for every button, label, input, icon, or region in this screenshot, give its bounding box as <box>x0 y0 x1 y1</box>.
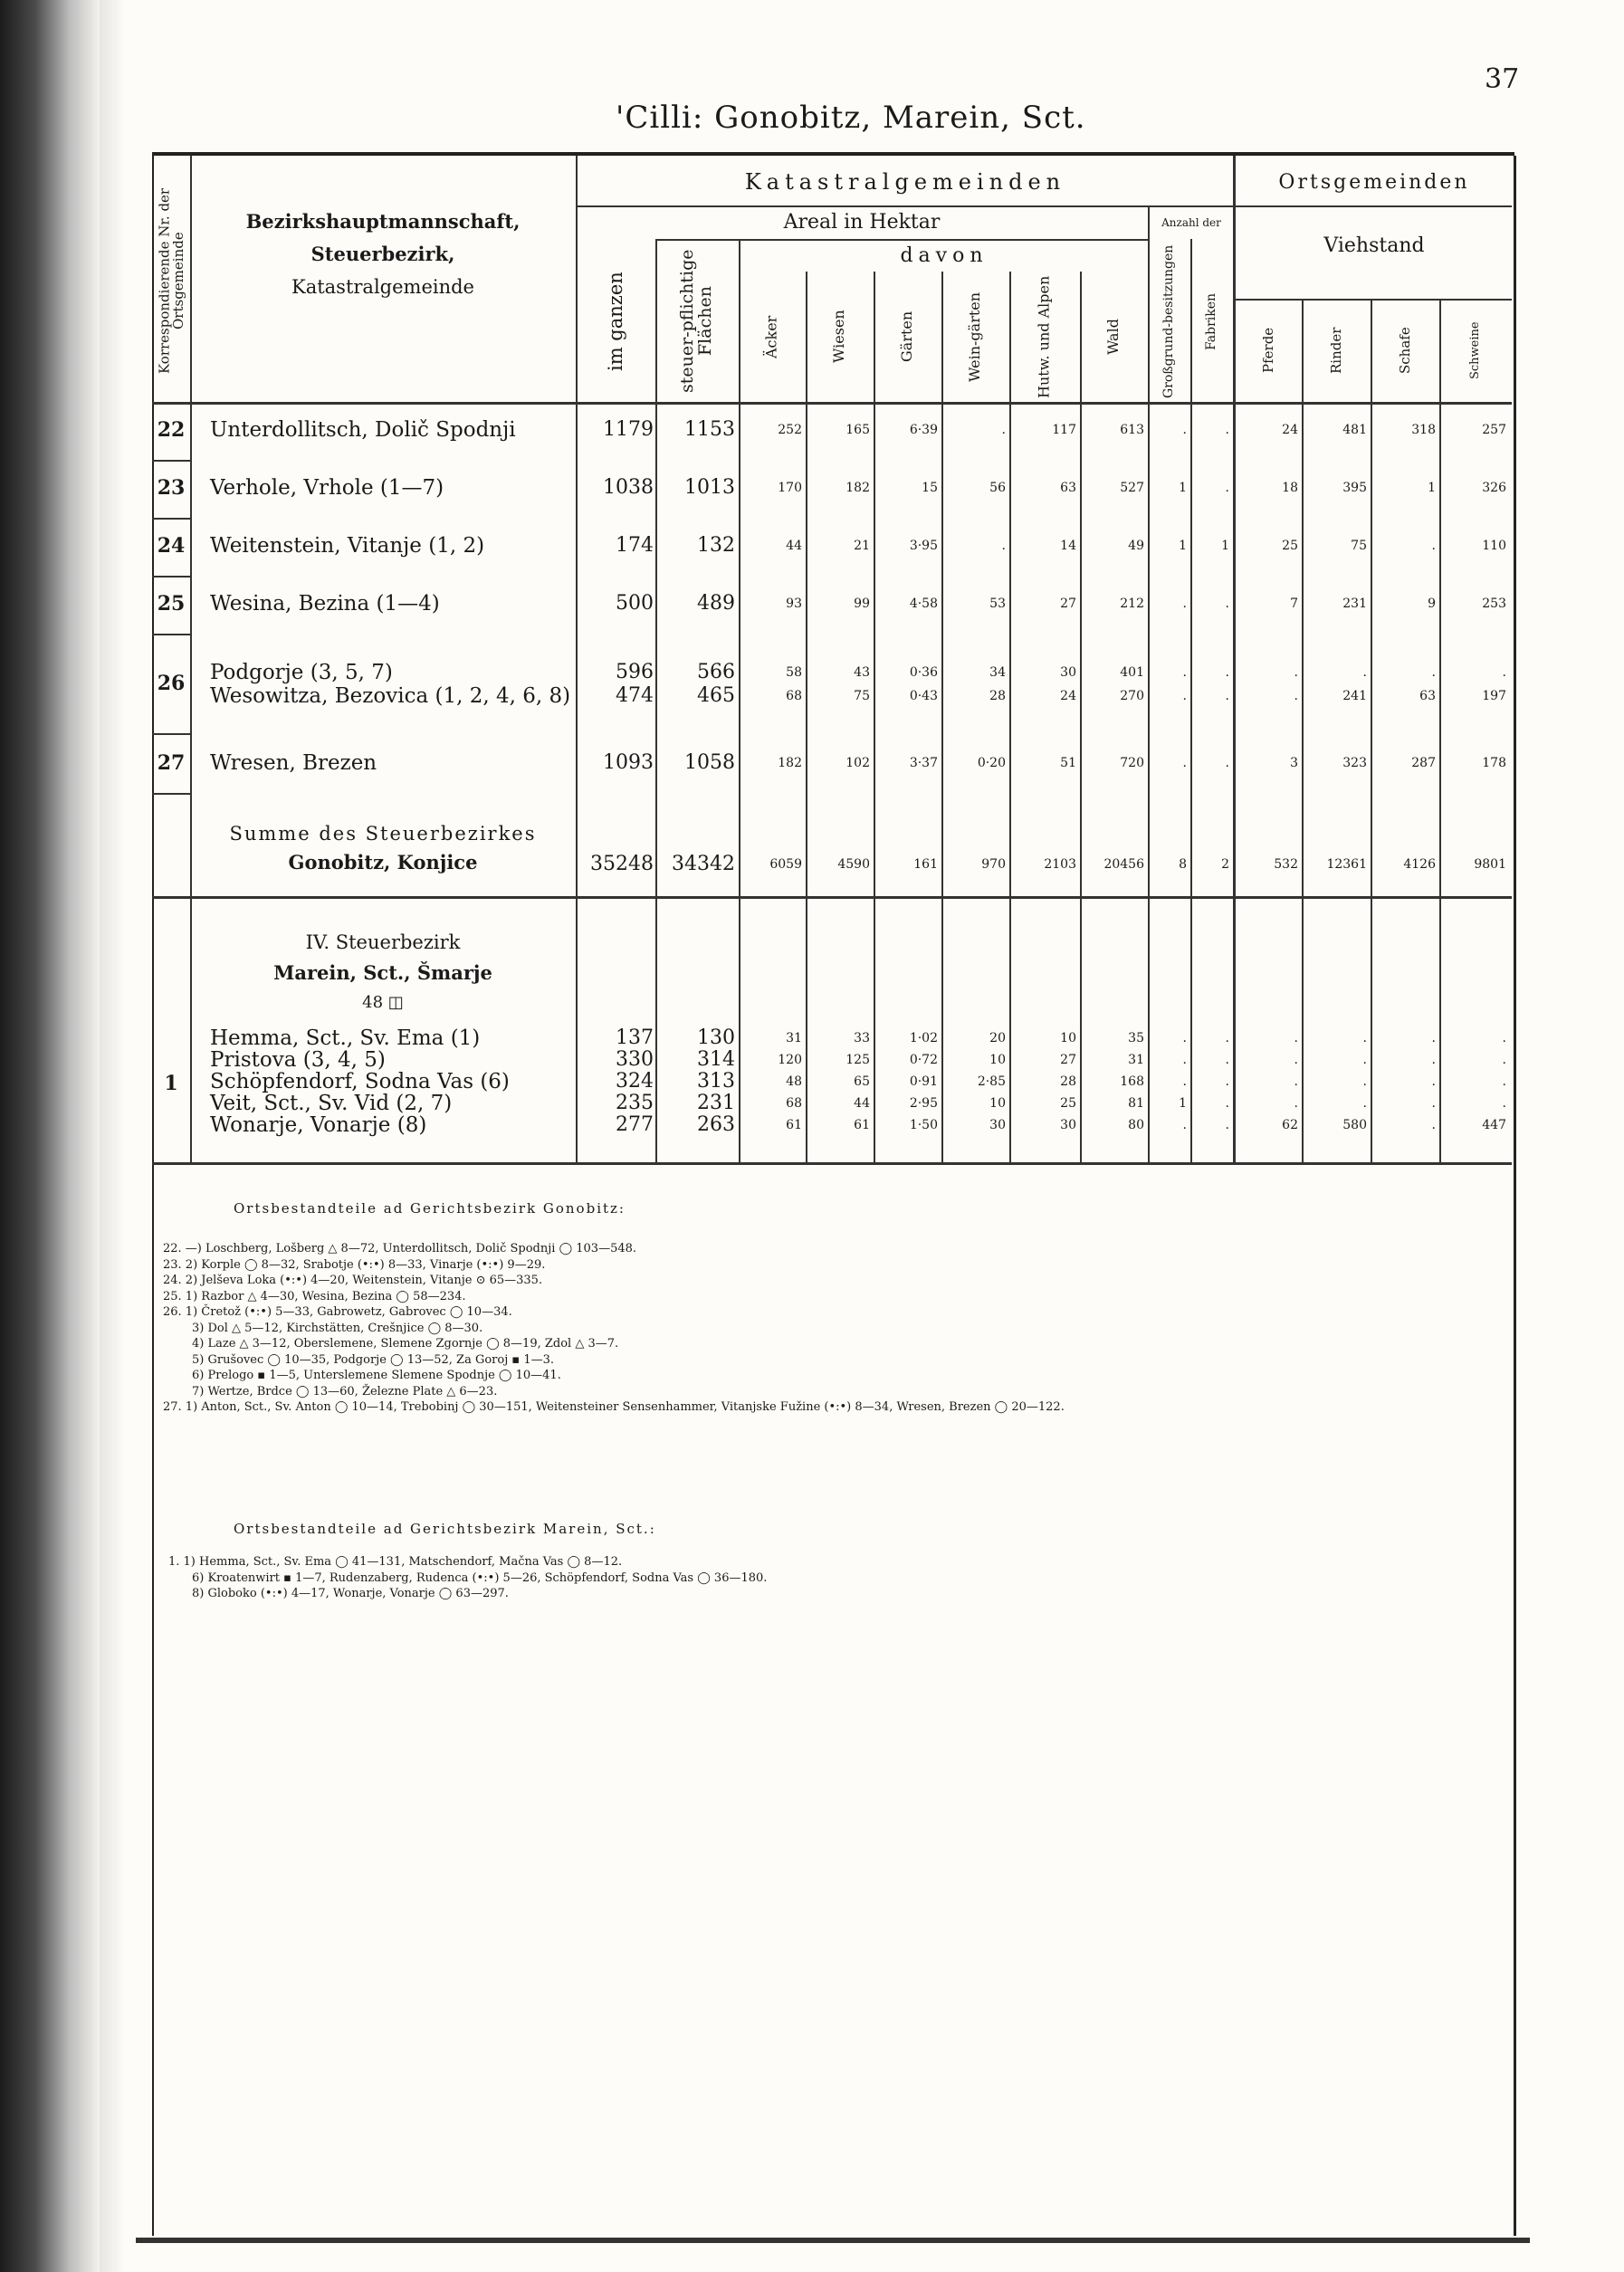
row-value-schafe: 1 <box>1428 481 1436 495</box>
footnote-line: 7) Wertze, Brdce ◯ 13—60, Železne Plate △ 6—23. <box>192 1384 498 1399</box>
summe-value-wald: 20456 <box>1103 857 1144 872</box>
row26-value-1-steuer: 566 <box>697 661 735 683</box>
row26-value-2-ganzen: 474 <box>616 684 654 707</box>
row26-value-2-rinder: 241 <box>1342 689 1367 703</box>
row-name: Unterdollitsch, Dolič Spodnji <box>210 418 516 442</box>
marein-value-wald: 31 <box>1128 1053 1144 1067</box>
table-bottom-rule <box>152 1162 1512 1165</box>
marein-value-wald: 80 <box>1128 1118 1144 1132</box>
header-schafe: Schafe <box>1397 327 1414 374</box>
header-ortsgemeinden: Ortsgemeinden <box>1278 171 1470 195</box>
row-name: Wesina, Bezina (1—4) <box>210 592 440 616</box>
header-bezirk-3: Katastralgemeinde <box>291 275 474 298</box>
row26-value-1-schweine: . <box>1502 665 1506 680</box>
row26-value-2-wald: 270 <box>1120 689 1144 703</box>
marein-value-wein: 30 <box>989 1118 1006 1132</box>
marein-value-schweine: 447 <box>1482 1118 1506 1132</box>
row-value-rinder: 231 <box>1342 597 1367 611</box>
marein-value-schafe: . <box>1431 1031 1436 1045</box>
header-nr: Korrespondierende Nr. der Ortsgemeinde <box>156 187 186 374</box>
marein-value-gross: . <box>1182 1118 1187 1132</box>
marein-value-pferde: . <box>1294 1031 1298 1045</box>
marein-value-schafe: . <box>1431 1096 1436 1111</box>
row-value-gross: 1 <box>1179 481 1187 495</box>
marein-nr: 1 <box>164 1072 178 1095</box>
col-rule <box>1302 299 1304 1162</box>
row-value-wiesen: 165 <box>845 423 870 437</box>
row-value-steuer: 1058 <box>684 751 735 774</box>
marein-value-ganzen: 324 <box>616 1070 654 1093</box>
row-value-schweine: 178 <box>1482 756 1506 770</box>
marein-value-wein: 10 <box>989 1096 1006 1111</box>
row26-value-2-hutw: 24 <box>1060 689 1076 703</box>
row-value-acker: 182 <box>778 756 802 770</box>
row-value-hutw: 117 <box>1052 423 1076 437</box>
row-value-gross: . <box>1182 423 1187 437</box>
row26-value-1-gross: . <box>1182 665 1187 680</box>
col-rule <box>1371 299 1372 1162</box>
header-wald: Wald <box>1104 319 1122 355</box>
footnote-line: 3) Dol △ 5—12, Kirchstätten, Crešnjice ◯ 8—30. <box>192 1321 483 1335</box>
rule <box>1237 205 1512 207</box>
book-binding-fade <box>100 0 125 2272</box>
marein-value-wein: 20 <box>989 1031 1006 1045</box>
footnote-line: 1. 1) Hemma, Sct., Sv. Ema ◯ 41—131, Matschendorf, Mačna Vas ◯ 8—12. <box>168 1555 623 1569</box>
row26-value-2-gaerten: 0·43 <box>909 689 938 703</box>
header-viehstand: Viehstand <box>1323 234 1425 258</box>
row-value-hutw: 27 <box>1060 597 1076 611</box>
marein-value-wein: 10 <box>989 1053 1006 1067</box>
row26-value-1-acker: 58 <box>786 665 802 680</box>
footnote-line: 8) Globoko (•:•) 4—17, Wonarje, Vonarje ◯ 63—297. <box>192 1587 509 1600</box>
marein-row-name: Pristova (3, 4, 5) <box>210 1048 386 1072</box>
row26-value-1-hutw: 30 <box>1060 665 1076 680</box>
marein-value-hutw: 10 <box>1060 1031 1076 1045</box>
summe-value-schafe: 4126 <box>1403 857 1436 872</box>
header-anzahl: Anzahl der <box>1161 215 1221 229</box>
row26-value-1-wald: 401 <box>1120 665 1144 680</box>
footnote-line: 22. —) Loschberg, Lošberg △ 8—72, Unterdollitsch, Dolič Spodnji ◯ 103—548. <box>163 1242 637 1255</box>
marein-value-rinder: . <box>1362 1031 1367 1045</box>
header-grossgrund: Großgrund-besitzungen <box>1161 244 1177 398</box>
header-katastral: Katastralgemeinden <box>744 169 1066 196</box>
marein-value-fabr: . <box>1225 1096 1229 1111</box>
row-value-schweine: 326 <box>1482 481 1506 495</box>
row-value-steuer: 1013 <box>684 476 735 499</box>
row-value-fabr: 1 <box>1221 539 1229 553</box>
summe-value-wein: 970 <box>981 857 1006 872</box>
header-im-ganzen: im ganzen <box>604 272 626 371</box>
summe-value-gross: 8 <box>1179 857 1187 872</box>
summe-value-ganzen: 35248 <box>590 853 654 875</box>
row-value-schafe: 287 <box>1411 756 1436 770</box>
col-rule <box>874 272 875 1162</box>
summe-value-schweine: 9801 <box>1474 857 1506 872</box>
col-rule <box>1233 156 1236 1162</box>
marein-value-schweine: . <box>1502 1074 1506 1089</box>
marein-value-gross: . <box>1182 1031 1187 1045</box>
row26-value-2-fabr: . <box>1225 689 1229 703</box>
row-value-rinder: 323 <box>1342 756 1367 770</box>
row26-value-2-schafe: 63 <box>1419 689 1436 703</box>
row-value-schafe: 9 <box>1428 597 1436 611</box>
row-value-wiesen: 182 <box>845 481 870 495</box>
marein-value-wiesen: 44 <box>854 1096 870 1111</box>
marein-row-name: Schöpfendorf, Sodna Vas (6) <box>210 1070 510 1093</box>
row-value-gaerten: 4·58 <box>909 597 938 611</box>
marein-value-ganzen: 277 <box>616 1113 654 1136</box>
marein-value-schafe: . <box>1431 1053 1436 1067</box>
page-bottom-rule <box>136 2238 1530 2243</box>
summe-value-steuer: 34342 <box>672 853 735 875</box>
marein-value-gross: . <box>1182 1053 1187 1067</box>
summe-value-wiesen: 4590 <box>837 857 870 872</box>
summe-label-1: Summe des Steuerbezirkes <box>229 822 537 845</box>
header-bezirk-1: Bezirkshauptmannschaft, <box>245 209 521 233</box>
marein-title-3: 48 ◫ <box>362 992 404 1012</box>
row26-value-2-pferde: . <box>1294 689 1298 703</box>
marein-value-gaerten: 1·02 <box>909 1031 938 1045</box>
header-areal: Areal in Hektar <box>783 211 941 234</box>
marein-value-rinder: . <box>1362 1053 1367 1067</box>
row-value-gaerten: 3·37 <box>909 756 938 770</box>
row-value-hutw: 63 <box>1060 481 1076 495</box>
row26-value-2-wein: 28 <box>989 689 1006 703</box>
row-value-steuer: 489 <box>697 592 735 615</box>
marein-value-rinder: . <box>1362 1074 1367 1089</box>
summe-value-fabr: 2 <box>1221 857 1229 872</box>
marein-row-name: Wonarje, Vonarje (8) <box>210 1113 427 1137</box>
marein-value-schweine: . <box>1502 1053 1506 1067</box>
row-value-ganzen: 500 <box>616 592 654 615</box>
header-wiesen: Wiesen <box>830 310 848 364</box>
row-value-wiesen: 99 <box>854 597 870 611</box>
row-value-wald: 49 <box>1128 539 1144 553</box>
footnote-heading-marein: Ortsbestandteile ad Gerichtsbezirk Marein, Sct.: <box>234 1521 656 1537</box>
marein-value-ganzen: 137 <box>616 1026 654 1049</box>
row-value-acker: 170 <box>778 481 802 495</box>
header-pferde: Pferde <box>1260 327 1277 374</box>
marein-value-fabr: . <box>1225 1031 1229 1045</box>
footnote-line: 4) Laze △ 3—12, Oberslemene, Slemene Zgornje ◯ 8—19, Zdol △ 3—7. <box>192 1337 619 1351</box>
row-value-rinder: 395 <box>1342 481 1367 495</box>
row-value-pferde: 18 <box>1282 481 1298 495</box>
row-name: Weitenstein, Vitanje (1, 2) <box>210 534 485 558</box>
row-value-pferde: 25 <box>1282 539 1298 553</box>
col-rule <box>1439 299 1441 1162</box>
marein-value-hutw: 30 <box>1060 1118 1076 1132</box>
row-name: Podgorje (3, 5, 7) <box>210 661 393 684</box>
footnote-line: 27. 1) Anton, Sct., Sv. Anton ◯ 10—14, Trebobinj ◯ 30—151, Weitensteiner Sensenhammer, Vitanjske Fužine (•:•) 8—34, Wresen, Brezen ◯ 20—122. <box>163 1400 1065 1414</box>
row-value-hutw: 51 <box>1060 756 1076 770</box>
marein-value-gross: 1 <box>1179 1096 1187 1111</box>
marein-value-rinder: 580 <box>1342 1118 1367 1132</box>
marein-value-fabr: . <box>1225 1053 1229 1067</box>
row-name: Wresen, Brezen <box>210 751 377 775</box>
marein-value-wein: 2·85 <box>977 1074 1006 1089</box>
row-value-schafe: . <box>1431 539 1436 553</box>
rule <box>1233 299 1512 301</box>
marein-value-gaerten: 0·91 <box>909 1074 938 1089</box>
row-value-gross: 1 <box>1179 539 1187 553</box>
marein-value-pferde: 62 <box>1282 1118 1298 1132</box>
summe-value-hutw: 2103 <box>1044 857 1076 872</box>
header-weingaerten: Wein-gärten <box>966 291 984 382</box>
page-title: 'Cilli: Gonobitz, Marein, Sct. <box>616 100 1086 136</box>
marein-value-hutw: 27 <box>1060 1053 1076 1067</box>
rule <box>152 634 190 635</box>
row-value-wald: 613 <box>1120 423 1144 437</box>
row-number: 26 <box>157 672 186 695</box>
row-value-wald: 720 <box>1120 756 1144 770</box>
col-rule <box>1009 272 1011 1162</box>
row-value-gross: . <box>1182 597 1187 611</box>
marein-value-acker: 61 <box>786 1118 802 1132</box>
rule <box>152 793 190 795</box>
header-fabriken: Fabriken <box>1204 292 1219 350</box>
marein-row-name: Veit, Sct., Sv. Vid (2, 7) <box>210 1092 453 1115</box>
header-rinder: Rinder <box>1328 327 1345 374</box>
row26-value-2-schweine: 197 <box>1482 689 1506 703</box>
row-value-fabr: . <box>1225 756 1229 770</box>
marein-value-steuer: 231 <box>697 1092 735 1114</box>
row-value-pferde: 3 <box>1290 756 1298 770</box>
marein-value-schweine: . <box>1502 1096 1506 1111</box>
marein-value-wiesen: 125 <box>845 1053 870 1067</box>
marein-row-name: Hemma, Sct., Sv. Ema (1) <box>210 1026 481 1050</box>
row-number: 24 <box>157 534 186 558</box>
footnote-line: 6) Kroatenwirt ▪ 1—7, Rudenzaberg, Rudenca (•:•) 5—26, Schöpfendorf, Sodna Vas ◯ 36—180. <box>192 1570 768 1585</box>
row-value-fabr: . <box>1225 423 1229 437</box>
row26-value-1-fabr: . <box>1225 665 1229 680</box>
marein-value-steuer: 314 <box>697 1048 735 1071</box>
marein-value-pferde: . <box>1294 1074 1298 1089</box>
header-davon: davon <box>900 244 989 268</box>
col-rule <box>806 272 807 1162</box>
row-value-pferde: 24 <box>1282 423 1298 437</box>
marein-value-rinder: . <box>1362 1096 1367 1111</box>
marein-value-acker: 31 <box>786 1031 802 1045</box>
marein-value-acker: 120 <box>778 1053 802 1067</box>
row-number: 22 <box>157 418 186 442</box>
marein-value-wald: 81 <box>1128 1096 1144 1111</box>
row-value-wein: 53 <box>989 597 1006 611</box>
marein-value-pferde: . <box>1294 1053 1298 1067</box>
header-bezirk-2: Steuerbezirk, <box>310 242 455 265</box>
row-value-wein: 56 <box>989 481 1006 495</box>
row-name: Verhole, Vrhole (1—7) <box>210 476 444 500</box>
summe-bottom-rule <box>152 896 1512 899</box>
marein-value-schafe: . <box>1431 1118 1436 1132</box>
marein-value-hutw: 25 <box>1060 1096 1076 1111</box>
row-value-fabr: . <box>1225 481 1229 495</box>
row-value-gaerten: 15 <box>922 481 938 495</box>
summe-value-gaerten: 161 <box>913 857 938 872</box>
marein-value-gaerten: 0·72 <box>909 1053 938 1067</box>
row-number: 25 <box>157 592 186 616</box>
row-value-gross: . <box>1182 756 1187 770</box>
header-gaerten: Gärten <box>898 310 916 363</box>
header-schweine: Schweine <box>1468 321 1483 379</box>
row-value-acker: 44 <box>786 539 802 553</box>
row-value-ganzen: 174 <box>616 534 654 557</box>
row-value-wein: . <box>1001 423 1006 437</box>
row-value-fabr: . <box>1225 597 1229 611</box>
footnote-line: 5) Grušovec ◯ 10—35, Podgorje ◯ 13—52, Za Goroj ▪ 1—3. <box>192 1352 554 1367</box>
rule <box>655 239 1148 241</box>
marein-value-acker: 48 <box>786 1074 802 1089</box>
row-value-wald: 527 <box>1120 481 1144 495</box>
footnote-line: 23. 2) Korple ◯ 8—32, Srabotje (•:•) 8—33, Vinarje (•:•) 9—29. <box>163 1257 546 1272</box>
marein-title-1: IV. Steuerbezirk <box>305 931 461 953</box>
footnote-line: 26. 1) Čretož (•:•) 5—33, Gabrowetz, Gabrovec ◯ 10—34. <box>163 1305 512 1319</box>
marein-value-wiesen: 33 <box>854 1031 870 1045</box>
rule <box>152 518 190 520</box>
row26-value-1-wiesen: 43 <box>854 665 870 680</box>
row-value-ganzen: 1179 <box>603 418 654 441</box>
header-bottom-rule <box>152 402 1512 405</box>
row26-value-1-wein: 34 <box>989 665 1006 680</box>
row-value-ganzen: 1038 <box>603 476 654 499</box>
row26-value-1-schafe: . <box>1431 665 1436 680</box>
row-value-rinder: 75 <box>1351 539 1367 553</box>
row-value-acker: 93 <box>786 597 802 611</box>
marein-value-fabr: . <box>1225 1074 1229 1089</box>
header-steuerpflichtige: steuer-pflichtige Flächen <box>677 249 715 394</box>
rule <box>152 576 190 578</box>
row26-value-2-steuer: 465 <box>697 684 735 707</box>
row-value-gaerten: 6·39 <box>909 423 938 437</box>
marein-value-fabr: . <box>1225 1118 1229 1132</box>
marein-value-gaerten: 1·50 <box>909 1118 938 1132</box>
marein-value-wiesen: 65 <box>854 1074 870 1089</box>
marein-value-wald: 35 <box>1128 1031 1144 1045</box>
marein-value-hutw: 28 <box>1060 1074 1076 1089</box>
row-number: 23 <box>157 476 186 500</box>
row-value-schweine: 110 <box>1482 539 1506 553</box>
row-value-wiesen: 21 <box>854 539 870 553</box>
row-value-wald: 212 <box>1120 597 1144 611</box>
marein-value-pferde: . <box>1294 1096 1298 1111</box>
row-value-hutw: 14 <box>1060 539 1076 553</box>
marein-value-wiesen: 61 <box>854 1118 870 1132</box>
row-value-schweine: 253 <box>1482 597 1506 611</box>
row-value-schweine: 257 <box>1482 423 1506 437</box>
marein-value-steuer: 263 <box>697 1113 735 1136</box>
row26-value-2-gross: . <box>1182 689 1187 703</box>
marein-value-steuer: 313 <box>697 1070 735 1093</box>
summe-value-pferde: 532 <box>1274 857 1298 872</box>
footnote-line: 6) Prelogo ▪ 1—5, Unterslemene Slemene Spodnje ◯ 10—41. <box>192 1369 561 1382</box>
marein-value-ganzen: 330 <box>616 1048 654 1071</box>
row-value-acker: 252 <box>778 423 802 437</box>
row-value-rinder: 481 <box>1342 423 1367 437</box>
row-value-wein: 0·20 <box>977 756 1006 770</box>
marein-value-wald: 168 <box>1120 1074 1144 1089</box>
header-hutweiden: Hutw. und Alpen <box>1035 275 1053 398</box>
row-value-steuer: 132 <box>697 534 735 557</box>
summe-value-rinder: 12361 <box>1326 857 1367 872</box>
marein-value-gaerten: 2·95 <box>909 1096 938 1111</box>
row-number: 27 <box>157 751 186 775</box>
marein-value-acker: 68 <box>786 1096 802 1111</box>
row-value-pferde: 7 <box>1290 597 1298 611</box>
page-number: 37 <box>1485 63 1520 95</box>
summe-value-acker: 6059 <box>769 857 802 872</box>
marein-title-2: Marein, Sct., Šmarje <box>273 960 492 984</box>
row26-value-1-pferde: . <box>1294 665 1298 680</box>
marein-value-gross: . <box>1182 1074 1187 1089</box>
col-rule <box>1080 272 1082 1162</box>
book-binding-shadow <box>0 0 100 2272</box>
footnote-line: 25. 1) Razbor △ 4—30, Wesina, Bezina ◯ 58—234. <box>163 1289 466 1303</box>
marein-value-steuer: 130 <box>697 1026 735 1049</box>
row26-value-2-acker: 68 <box>786 689 802 703</box>
col-rule <box>941 272 943 1162</box>
row-value-gaerten: 3·95 <box>909 539 938 553</box>
marein-value-schweine: . <box>1502 1031 1506 1045</box>
marein-value-ganzen: 235 <box>616 1092 654 1114</box>
rule <box>576 205 1237 207</box>
marein-value-schafe: . <box>1431 1074 1436 1089</box>
footnote-line: 24. 2) Jelševa Loka (•:•) 4—20, Weitenstein, Vitanje ⊙ 65—335. <box>163 1274 543 1287</box>
rule <box>152 733 190 735</box>
row26-value-1-rinder: . <box>1362 665 1367 680</box>
row-value-wiesen: 102 <box>845 756 870 770</box>
table-frame <box>152 156 1516 2236</box>
row-value-schafe: 318 <box>1411 423 1436 437</box>
row-value-ganzen: 1093 <box>603 751 654 774</box>
header-acker: Äcker <box>762 315 780 358</box>
summe-label-2: Gonobitz, Konjice <box>288 850 478 873</box>
row-value-steuer: 1153 <box>684 418 735 441</box>
rule <box>152 460 190 462</box>
footnote-heading-gonobitz: Ortsbestandteile ad Gerichtsbezirk Gonobitz: <box>234 1200 626 1217</box>
row26-value-1-gaerten: 0·36 <box>909 665 938 680</box>
row-value-wein: . <box>1001 539 1006 553</box>
row26-value-1-ganzen: 596 <box>616 661 654 683</box>
row-name: Wesowitza, Bezovica (1, 2, 4, 6, 8) <box>210 684 571 708</box>
row26-value-2-wiesen: 75 <box>854 689 870 703</box>
